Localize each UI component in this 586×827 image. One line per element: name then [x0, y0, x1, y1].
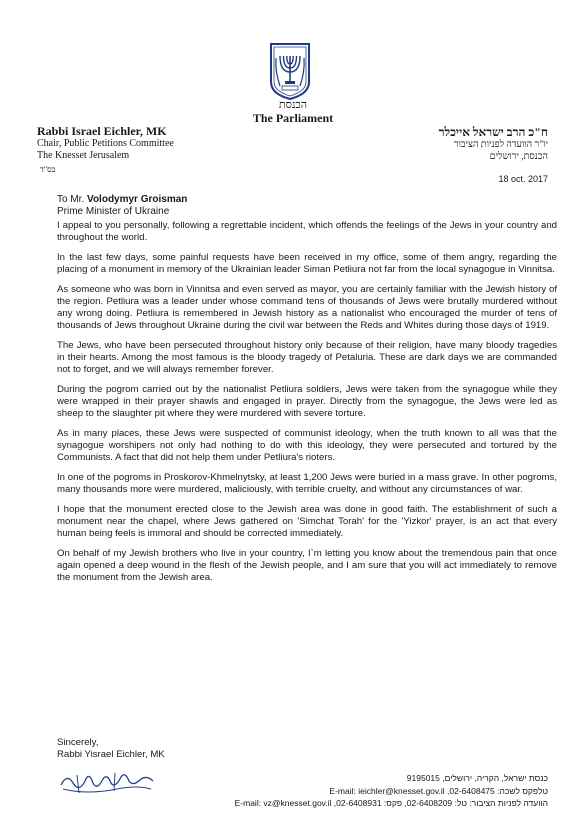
bsd-mark: בס"ד — [40, 165, 56, 174]
body-paragraph: As someone who was born in Vinnitsa and even served as mayor, you are certainly familiar with the Jewish history of the region. Petliura was a leader under whose command tens of thousands of Jews were brutally murdered without any wrong doing. Petliura is remembered in Jewish history as a nationalist who encouraged the murder of tens of thousands of Jews throughout Ukraine during the civil war between the Reds and Whites during those days of 1919. — [57, 284, 557, 331]
parliament-english-title: The Parliament — [252, 111, 334, 125]
closing-signer: Rabbi Yisrael Eichler, MK — [57, 749, 165, 760]
body-paragraph: During the pogrom carried out by the nationalist Petliura soldiers, Jews were taken from the synagogue while they were wrapped in their prayer shawls and engaged in prayer. Directly from the synagogue, the Jews were led as sheep to the slaughter pit where they were murdered with severe torture. — [57, 384, 557, 419]
body-paragraph: I hope that the monument erected close to the Jewish area was done in good faith. The establishment of such a monument near the chapel, where Jews gathered on 'Simchat Torah' for the 'Yizkor' prayer, is an act that every human being feels is immoral and should be corrected immediately. — [57, 504, 557, 539]
parliament-hebrew-title: הכנסת — [278, 99, 308, 111]
handwritten-signature — [57, 765, 157, 799]
footer-address: כנסת ישראל, הקריה, ירושלים, 9195015 — [406, 773, 548, 783]
hebrew-sender-block — [439, 125, 548, 163]
body-paragraph: On behalf of my Jewish brothers who live in your country, I`m letting you know about the tremendous pain that once again opened a deep wound in the flesh of the Jewish people, and I am sure that you will act immediately to remove the monument from the Jewish area. — [57, 548, 557, 583]
addressee-title: Prime Minister of Ukraine — [57, 206, 170, 217]
addressee-name: Volodymyr Groisman — [87, 194, 188, 205]
addressee-line — [57, 194, 187, 206]
closing-block — [57, 737, 165, 761]
body-paragraph: In the last few days, some painful requests have been received in my office, some of them angry, regarding the placing of a monument in memory of the Ukrainian leader Siman Petliura not far from the local synagogue in Vinnitsa. — [57, 252, 557, 275]
sender-location: The Knesset Jerusalem — [37, 150, 130, 161]
letter-date: 18 oct. 2017 — [498, 174, 548, 184]
body-paragraph: In one of the pogroms in Proskorov-Khmelnytsky, at least 1,200 Jews were buried in a mass grave. In other pogroms, many thousands more were murdered, maliciously, with terrible cruelty, and without any circumstances of war. — [57, 472, 557, 495]
addressee-block — [57, 194, 187, 218]
sender-name: Rabbi Israel Eichler, MK — [37, 124, 167, 138]
body-paragraph: As in many places, these Jews were suspected of communist ideology, when the truth known to all was that the synagogue worshipers not only had nothing to do with this ideology, they were persecuted and tortured by the Communists. A fact that did not help them under Petliura's rioters. — [57, 428, 557, 463]
letter-body — [57, 220, 557, 592]
footer-phone-line: טלפקס לשכה: 02-6408475, E-mail: ieichler@knesset.gov.il — [329, 785, 548, 796]
body-paragraph: The Jews, who have been persecuted throughout history only because of their religion, have many bloody tragedies in their hearts. Among the most famous is the bloody tragedy of Petaluria. These are dark days we are commanded not to forget, and we will always remember forever. — [57, 340, 557, 375]
footer-contact — [235, 772, 548, 810]
sender-title: Chair, Public Petitions Committee — [37, 138, 174, 149]
footer-committee-line: הוועדה לפניות הציבור: טל: 02-6408209, פקס: 02-6408931, E-mail: vz@knesset.gov.il — [234, 798, 548, 808]
hebrew-sender-location: הכנסת, ירושלים — [489, 152, 548, 162]
sender-block — [37, 124, 174, 162]
hebrew-sender-title: יו"ר הוועדה לפניות הציבור — [453, 140, 548, 150]
hebrew-sender-name: ח"כ הרב ישראל אייכלר — [438, 125, 548, 139]
addressee-prefix: To Mr. — [57, 194, 85, 205]
knesset-emblem-icon — [268, 42, 312, 100]
body-paragraph: I appeal to you personally, following a regrettable incident, which offends the feelings of the Jews in your country and throughout the world. — [57, 220, 557, 243]
closing-salutation: Sincerely, — [57, 737, 99, 748]
